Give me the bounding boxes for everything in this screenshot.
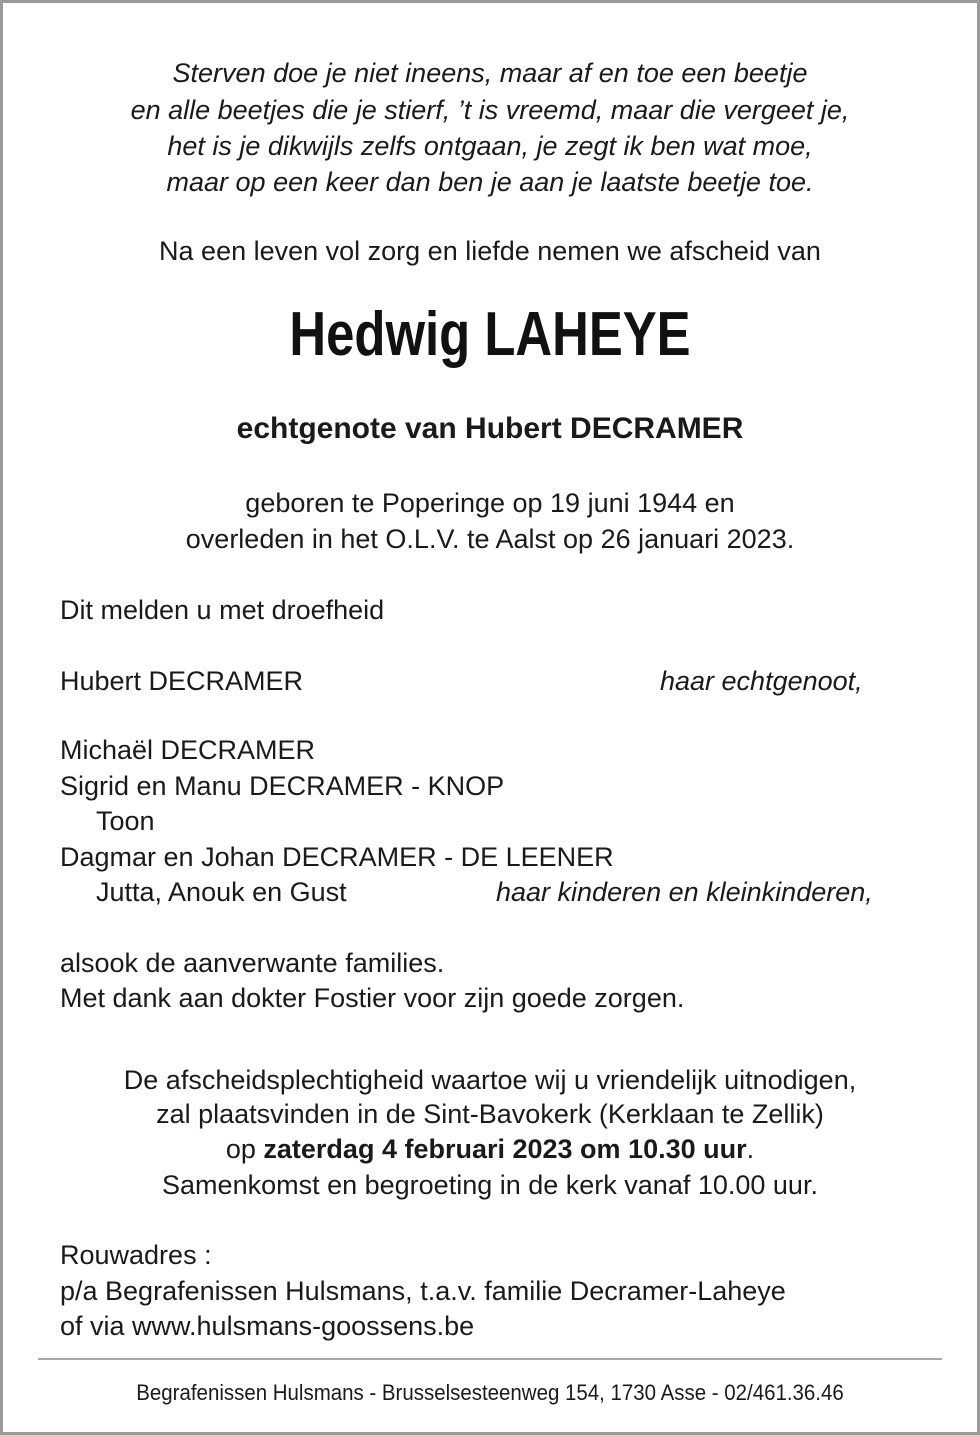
divider [38, 1358, 942, 1360]
footer-text: Begrafenissen Hulsmans - Brusselsesteenweg 154, 1730 Asse - 02/461.36.46 [136, 1380, 844, 1405]
ceremony-line: De afscheidsplechtigheid waartoe wij u vriendelijk uitnodigen, [123, 1065, 857, 1095]
spouse-line: echtgenote van Hubert DECRAMER [236, 412, 744, 445]
death-line: overleden in het O.L.V. te Aalst op 26 januari 2023. [185, 524, 795, 554]
address-label: Rouwadres : [60, 1240, 212, 1270]
poem-line: en alle beetjes die je stierf, ’t is vreemd, maar die vergeet je, [130, 95, 850, 125]
children-role: haar kinderen en kleinkinderen, [496, 877, 873, 907]
grandchild-line: Toon [96, 806, 155, 836]
families-line: alsook de aanverwante families. [60, 948, 445, 978]
grandchild-line: Jutta, Anouk en Gust [96, 877, 347, 907]
birth-line: geboren te Poperinge op 19 juni 1944 en [245, 488, 735, 518]
address-website: of via www.hulsmans-goossens.be [60, 1311, 475, 1341]
poem-line: het is je dikwijls zelfs ontgaan, je zegt ik ben wat moe, [167, 131, 813, 161]
husband-name: Hubert DECRAMER [60, 666, 304, 696]
child-line: Dagmar en Johan DECRAMER - DE LEENER [60, 842, 614, 872]
announce-text: Dit melden u met droefheid [60, 595, 385, 625]
intro-text: Na een leven vol zorg en liefde nemen we afscheid van [159, 236, 821, 266]
child-line: Michaël DECRAMER [60, 735, 316, 765]
thanks-line: Met dank aan dokter Fostier voor zijn goede zorgen. [60, 983, 685, 1013]
ceremony-line: Samenkomst en begroeting in de kerk vanaf 10.00 uur. [162, 1170, 818, 1200]
husband-role: haar echtgenoot, [660, 666, 863, 696]
child-line: Sigrid en Manu DECRAMER - KNOP [60, 771, 505, 801]
deceased-name: Hedwig LAHEYE [289, 300, 691, 369]
ceremony-date-line [3, 1131, 977, 1167]
ceremony-suffix: . [746, 1134, 755, 1164]
poem-line: maar op een keer dan ben je aan je laatste beetje toe. [166, 167, 814, 197]
address-line: p/a Begrafenissen Hulsmans, t.a.v. familie Decramer-Laheye [60, 1276, 786, 1306]
ceremony-date: zaterdag 4 februari 2023 om 10.30 uur [263, 1134, 747, 1164]
ceremony-line: zal plaatsvinden in de Sint-Bavokerk (Kerklaan te Zellik) [156, 1099, 824, 1129]
ceremony-prefix: op [225, 1134, 264, 1164]
poem-line: Sterven doe je niet ineens, maar af en toe een beetje [172, 58, 808, 88]
